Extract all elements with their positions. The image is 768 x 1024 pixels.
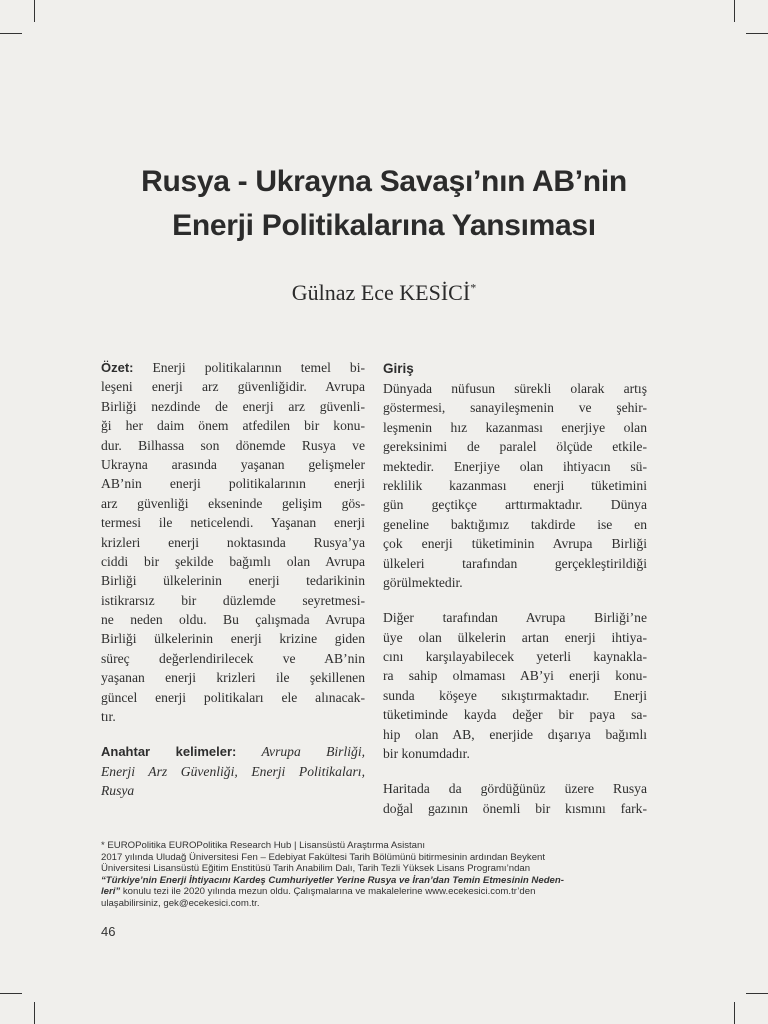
crop-mark (734, 1002, 735, 1024)
article-title (60, 160, 708, 248)
keywords-line: Rusya (101, 783, 135, 799)
footnote-line: ulaşabilirsiniz, gek@ecekesici.com.tr. (101, 897, 260, 909)
body-line: gün geçtikçe arttırmaktadır. Dünya (383, 497, 647, 513)
body-line: üye olan ülkelerin artan enerji ihtiya- (383, 629, 647, 645)
abstract-line: Özet: Enerji politikalarının temel bi- (101, 360, 365, 375)
crop-mark (746, 33, 768, 34)
abstract-line: Birliği nezdinde de enerji arz güvenli- (101, 398, 365, 414)
body-line: görülmektedir. (383, 574, 463, 590)
abstract-line: Ukrayna arasında yaşanan gelişmeler (101, 456, 365, 472)
body-line: göstermesi, sanayileşmenin ve şehir- (383, 400, 647, 416)
body-line: çok enerji tüketiminin Avrupa Birliği (383, 536, 647, 552)
abstract-column (101, 358, 365, 801)
body-line: bir konumdadır. (383, 746, 470, 762)
footnote-line: * EUROPolitika EUROPolitika Research Hub | Lisansüstü Araştırma Asistanı (101, 840, 426, 851)
abstract-line: AB’nin enerji politikalarının enerji (101, 476, 365, 492)
footnote (101, 840, 661, 910)
author-footnote-mark: * (470, 280, 477, 295)
abstract-line: krizleri enerji noktasında Rusya’ya (101, 534, 365, 550)
footnote-line: 2017 yılında Uludağ Üniversitesi Fen – Edebiyat Fakültesi Tarih Bölümünü bitirmesinin ardından Beykent (101, 851, 546, 863)
author-text: Gülnaz Ece KESİCİ (291, 280, 471, 305)
body-line: leşmenin hız kazanması enerjiye olan (383, 419, 647, 435)
footnote-line: leri” konulu tezi ile 2020 yılında mezun oldu. Çalışmalarına ve makalelerine www.ecekesici.com.tr’den (101, 886, 536, 898)
title-line: Rusya - Ukrayna Savaşı’nın AB’nin (141, 165, 627, 198)
crop-mark (0, 993, 22, 994)
section-heading: Giriş (383, 361, 414, 376)
abstract-line: termesi ile neticelendi. Yaşanan enerji (101, 515, 365, 531)
intro-column (383, 358, 647, 818)
body-line: mektedir. Enerjiye olan ihtiyacın sü- (383, 458, 647, 474)
body-line: cını karşılayabilecek yeterli kaynakla- (383, 649, 647, 665)
body-line: geneline baktığımız takdirde ise en (383, 516, 647, 532)
abstract-line: ği her daim önem atfedilen bir konu- (101, 418, 365, 434)
body-line: tüketiminde kayda değer bir paya sa- (383, 707, 647, 723)
body-line: Dünyada nüfusun sürekli olarak artış (383, 381, 647, 396)
crop-mark (734, 0, 735, 22)
keywords-label: Anahtar kelimeler: (101, 744, 237, 760)
crop-mark (34, 0, 35, 22)
footnote-line: Üniversitesi Lisansüstü Eğitim Enstitüsü Tarih Anabilim Dalı, Tarih Tezli Yüksek Lisans Programı’ndan (101, 863, 531, 875)
body-line: ülkeleri tarafından gerçekleştirildiği (383, 555, 647, 571)
body-line: sunda köşeye sıkıştırmaktadır. Enerji (383, 687, 647, 703)
abstract-label: Özet: (101, 360, 134, 375)
body-line: hip olan AB, enerjide dışarıya bağımlı (383, 726, 647, 742)
page-number: 46 (101, 924, 116, 939)
abstract-line: dur. Bilhassa son dönemde Rusya ve (101, 437, 365, 453)
title-line: Enerji Politikalarına Yansıması (172, 209, 596, 242)
body-line: reklilik kazanması enerji tüketimini (383, 477, 647, 493)
abstract-line: Birliği ülkelerinin enerji tedarikinin (101, 573, 365, 589)
keywords-line: Anahtar kelimeler: Avrupa Birliği, (101, 744, 366, 760)
abstract-line: güncel enerji politikaları ele alınacak- (101, 689, 365, 705)
crop-mark (746, 993, 768, 994)
crop-mark (0, 33, 22, 34)
abstract-line: ne neden oldu. Bu çalışmada Avrupa (101, 612, 365, 628)
crop-mark (34, 1002, 35, 1024)
abstract-line: arz güvenliği ekseninde gelişim gös- (101, 495, 365, 511)
footnote-thesis-title: “Türkiye’nin Enerji İhtiyacını Kardeş Cumhuriyetler Yerine Rusya ve İran’dan Temin Etmesinin Neden- (101, 874, 564, 886)
abstract-line: tır. (101, 709, 116, 725)
keywords-line: Enerji Arz Güvenliği, Enerji Politikaları, (101, 763, 365, 779)
body-line: ra sahip olmaması AB’yi enerji konu- (383, 668, 647, 684)
abstract-line: istikrarsız bir düzlemde seyretmesi- (101, 592, 365, 608)
abstract-line: süreç değerlendirilecek ve AB’nin (101, 650, 365, 666)
body-line: doğal gazının önemli bir kısmını fark- (383, 800, 647, 816)
abstract-line: yaşanan enerji krizleri ile şekillenen (101, 670, 365, 686)
author-name (0, 280, 768, 306)
abstract-line: ciddi bir şekilde bağımlı olan Avrupa (101, 553, 365, 569)
body-line: Haritada da gördüğünüz üzere Rusya (383, 781, 647, 797)
abstract-line: leşeni enerji arz güvenliğidir. Avrupa (101, 379, 365, 395)
body-line: gereksinimi de paralel ölçüde etkile- (383, 439, 647, 455)
abstract-line: Birliği ülkelerinin enerji krizine giden (101, 631, 365, 647)
body-line: Diğer tarafından Avrupa Birliği’ne (383, 610, 647, 626)
